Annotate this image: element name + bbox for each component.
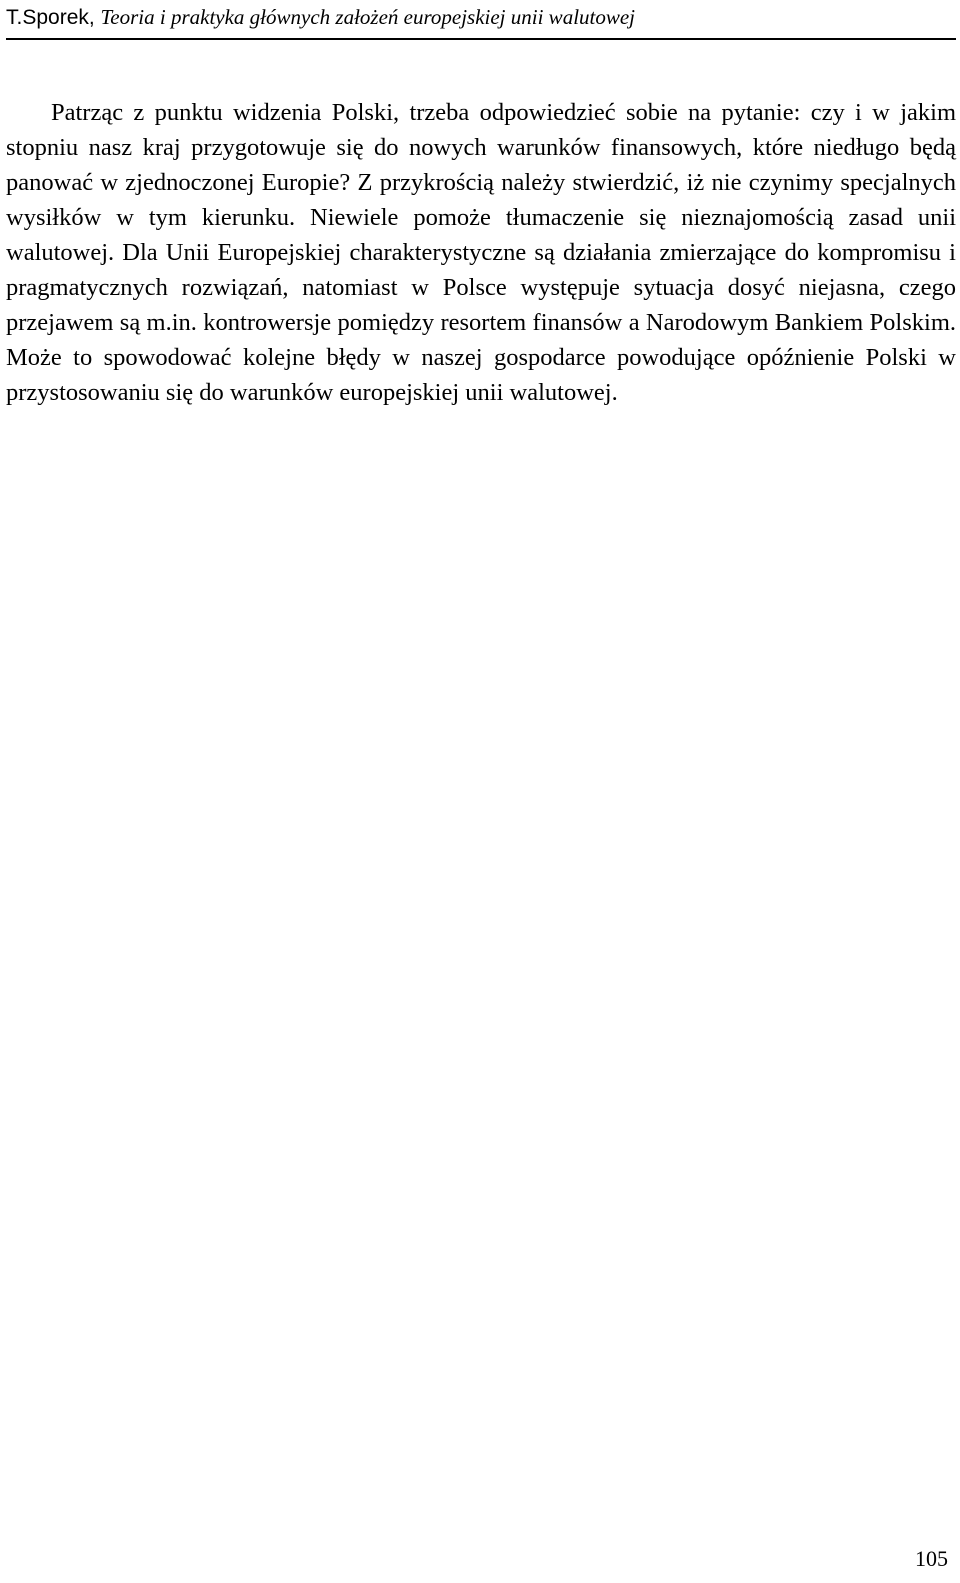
header-author: T.Sporek: [6, 6, 89, 29]
page-number: 105: [915, 1546, 948, 1571]
header-title: Teoria i praktyka głównych założeń europejskiej unii walutowej: [100, 5, 636, 29]
header-separator: ,: [88, 6, 101, 29]
body-paragraph: Patrząc z punktu widzenia Polski, trzeba odpowiedzieć sobie na pytanie: czy i w jakim stopniu nasz kraj przygotowuje się do nowych warunków finansowych, które niedługo będą panować w zjednoczonej Europie? Z przykrością należy stwierdzić, iż nie czynimy specjalnych wysiłków w tym kierunku. Niewiele pomoże tłumaczenie się nieznajomością zasad unii walutowej. Dla Unii Europejskiej charakterystyczne są działania zmierzające do kompromisu i pragmatycznych rozwiązań, natomiast w Polsce występuje sytuacja dosyć niejasna, czego przejawem są m.in. kontrowersje pomiędzy resortem finansów a Narodowym Bankiem Polskim. Może to spowodować kolejne błędy w naszej gospodarce powodujące opóźnienie Polski w przystosowaniu się do warunków europejskiej unii walutowej.: [6, 99, 956, 406]
running-header: [6, 4, 956, 40]
